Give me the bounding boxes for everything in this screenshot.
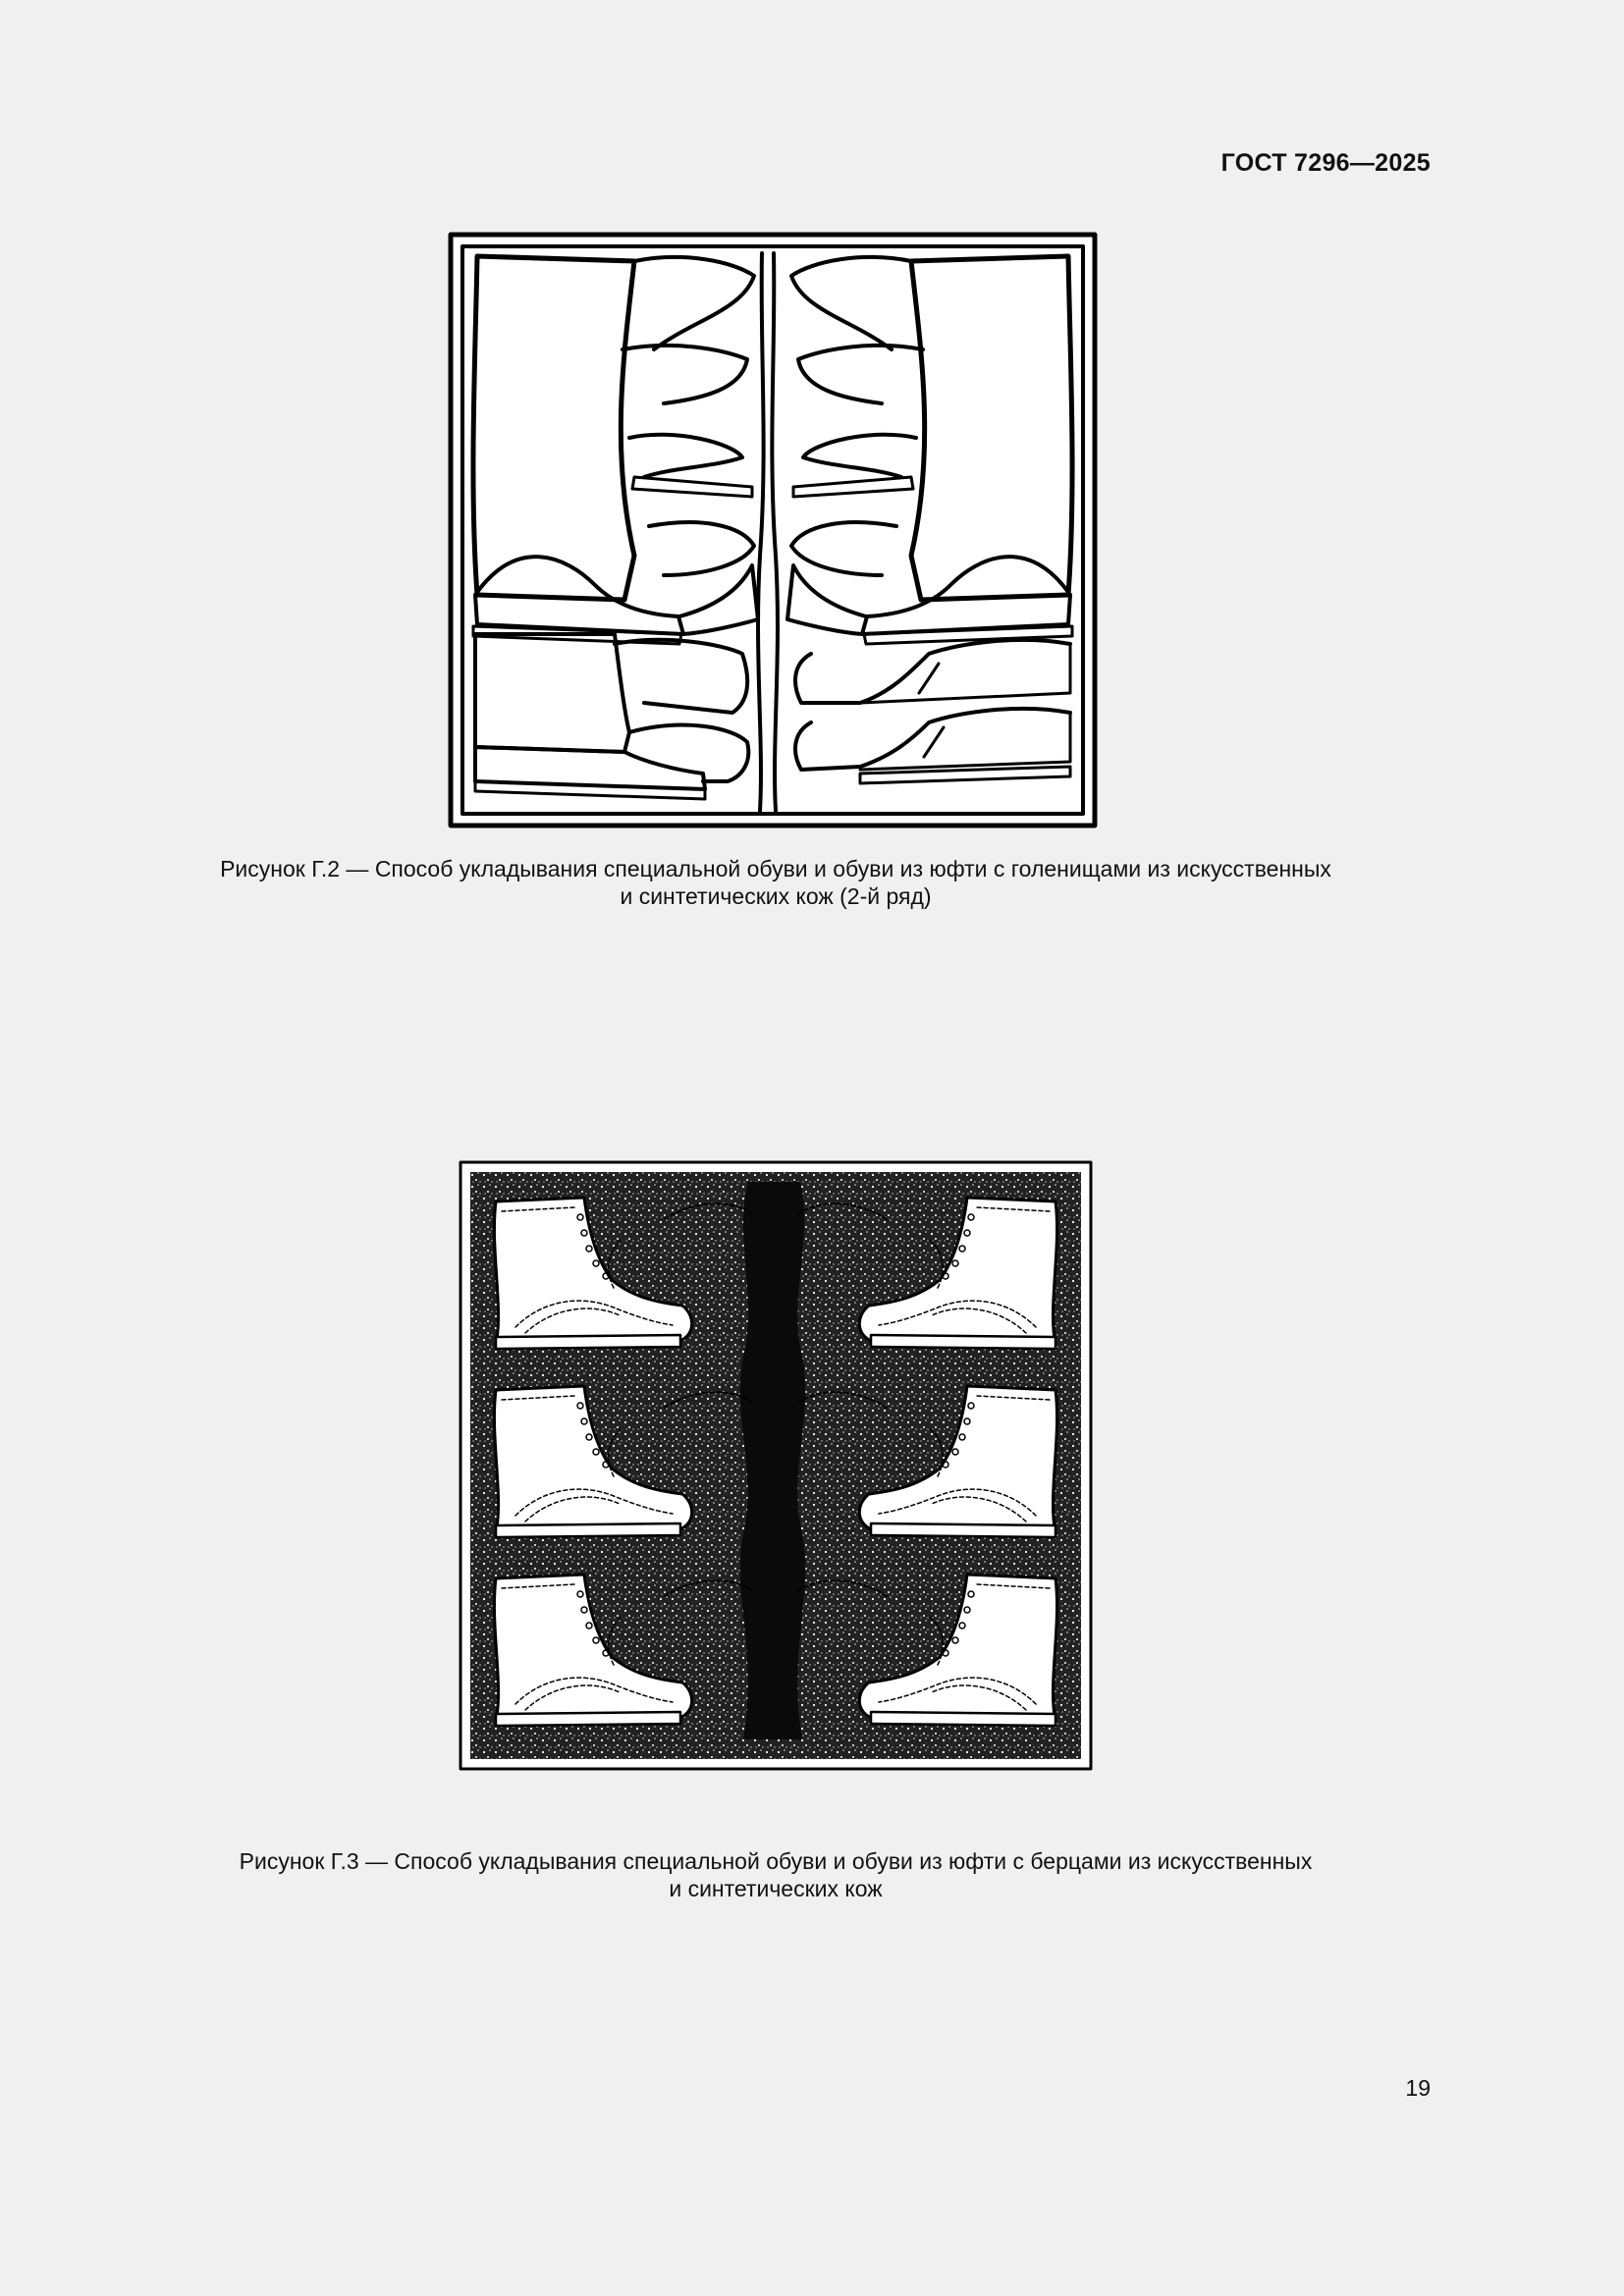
figure-g3-caption-line2: и синтетических кож xyxy=(669,1876,883,1901)
figure-g2-caption xyxy=(0,855,1551,910)
figure-g3-caption-line1: Рисунок Г.3 — Способ укладывания специальной обуви и обуви из юфти с берцами из искусственных xyxy=(239,1848,1313,1874)
figure-g3-caption xyxy=(0,1847,1551,1902)
figure-g3-ankle-boots-packing xyxy=(459,1160,1093,1771)
page-number: 19 xyxy=(1405,2075,1431,2101)
figure-g2-caption-line2: и синтетических кож (2-й ряд) xyxy=(620,883,932,909)
figure-g2-boots-packing xyxy=(448,232,1098,828)
figure-g2-caption-line1: Рисунок Г.2 — Способ укладывания специальной обуви и обуви из юфти с голенищами из искусственных xyxy=(220,856,1331,881)
document-header: ГОСТ 7296—2025 xyxy=(1220,149,1431,177)
